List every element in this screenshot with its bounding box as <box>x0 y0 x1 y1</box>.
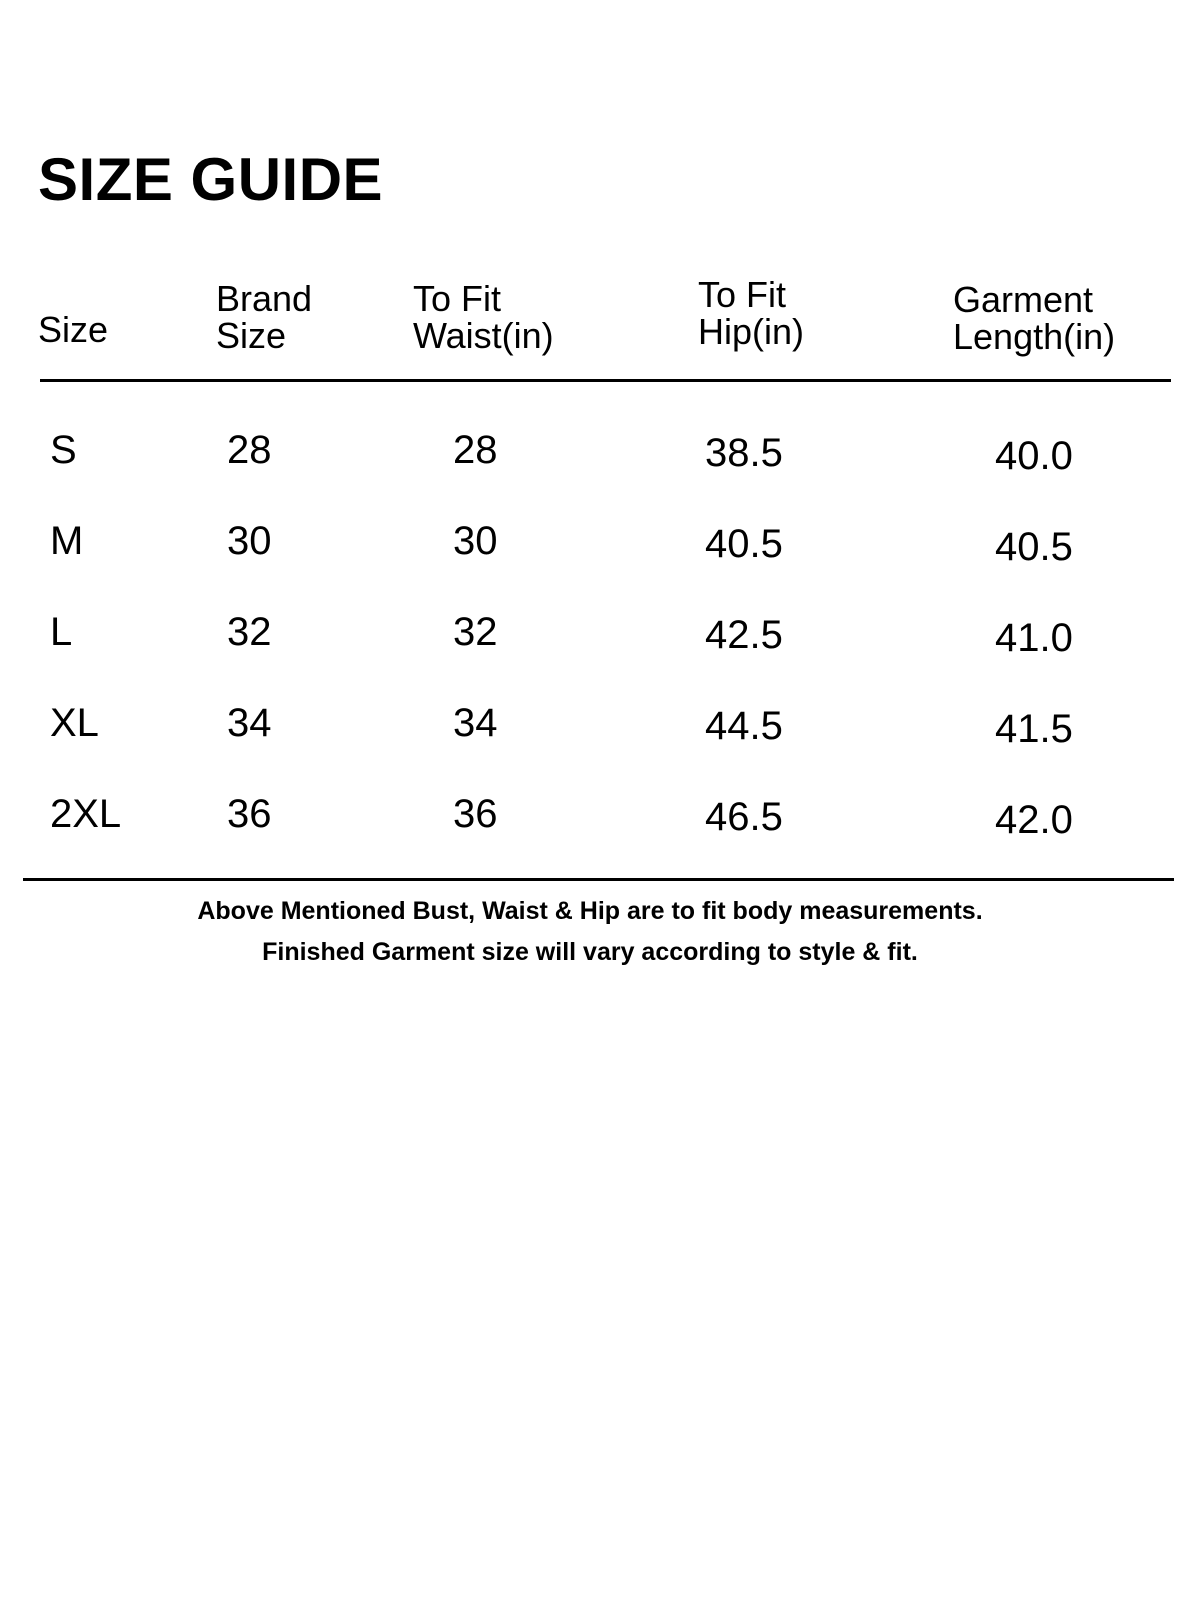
cell-waist: 32 <box>453 610 498 654</box>
cell-brand-size: 28 <box>227 428 272 472</box>
header-brand-size <box>216 280 312 354</box>
cell-hip: 40.5 <box>705 522 783 566</box>
cell-length: 41.5 <box>995 707 1073 751</box>
cell-length: 42.0 <box>995 798 1073 842</box>
cell-size: XL <box>50 701 99 745</box>
cell-hip: 46.5 <box>705 795 783 839</box>
note-line-1: Above Mentioned Bust, Waist & Hip are to fit body measurements. <box>197 897 983 925</box>
header-waist-line2: Waist(in) <box>413 315 554 356</box>
header-brand-size-line2: Size <box>216 315 287 356</box>
cell-length: 40.0 <box>995 434 1073 478</box>
cell-hip: 38.5 <box>705 431 783 475</box>
header-waist <box>413 280 554 354</box>
cell-brand-size: 34 <box>227 701 272 745</box>
header-waist-line1: To Fit <box>413 278 502 319</box>
cell-brand-size: 36 <box>227 792 272 836</box>
cell-brand-size: 30 <box>227 519 272 563</box>
cell-waist: 30 <box>453 519 498 563</box>
header-hip-line1: To Fit <box>698 274 787 315</box>
header-size-line1: Size <box>38 309 109 350</box>
note-line-2: Finished Garment size will vary according to style & fit. <box>262 938 918 966</box>
cell-size: L <box>50 610 73 654</box>
cell-length: 41.0 <box>995 616 1073 660</box>
cell-waist: 36 <box>453 792 498 836</box>
cell-size: S <box>50 428 77 472</box>
page-title: SIZE GUIDE <box>38 146 384 213</box>
cell-size: 2XL <box>50 792 122 836</box>
header-hip-line2: Hip(in) <box>698 311 805 352</box>
cell-length: 40.5 <box>995 525 1073 569</box>
cell-hip: 42.5 <box>705 613 783 657</box>
header-brand-size-line1: Brand <box>216 278 313 319</box>
header-length <box>953 281 1115 355</box>
header-hip <box>698 276 804 350</box>
cell-size: M <box>50 519 84 563</box>
cell-waist: 34 <box>453 701 498 745</box>
cell-hip: 44.5 <box>705 704 783 748</box>
header-divider <box>40 379 1171 382</box>
header-length-line2: Length(in) <box>953 316 1116 357</box>
header-size <box>38 311 108 348</box>
cell-waist: 28 <box>453 428 498 472</box>
header-length-line1: Garment <box>953 279 1094 320</box>
footer-divider <box>23 878 1174 881</box>
cell-brand-size: 32 <box>227 610 272 654</box>
